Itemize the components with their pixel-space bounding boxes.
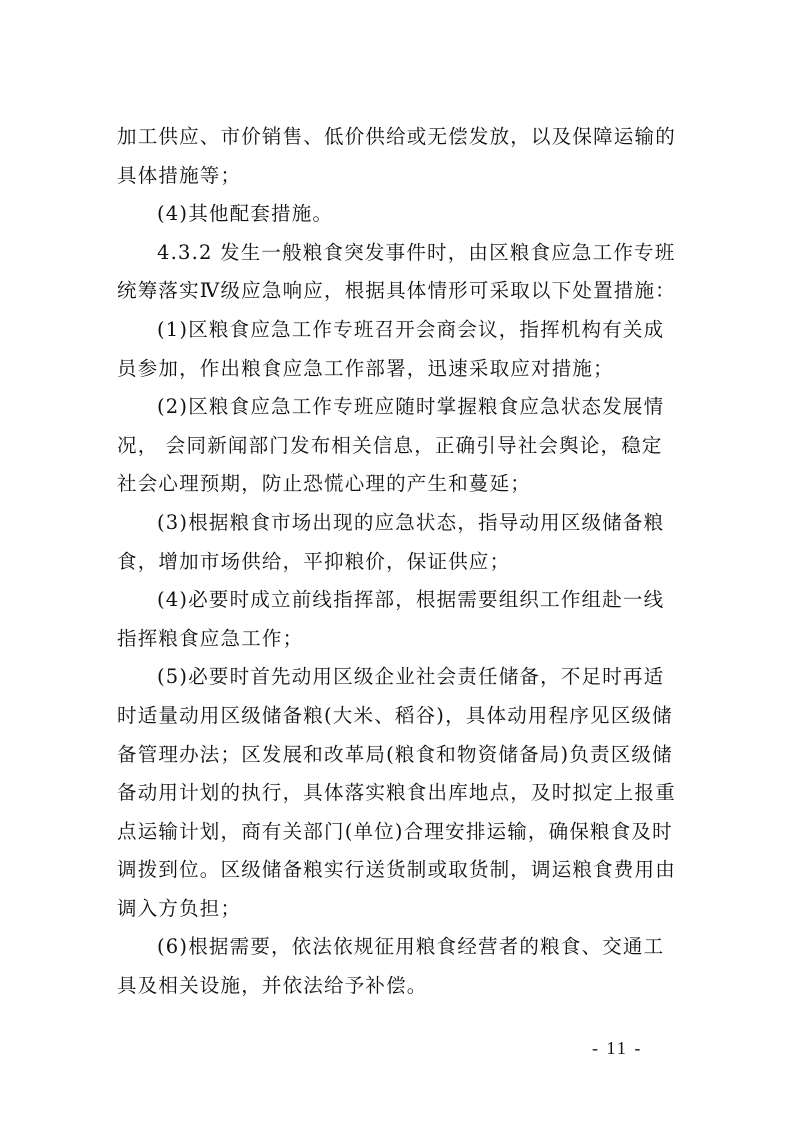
- text-line: 统筹落实Ⅳ级应急响应，根据具体情形可采取以下处置措施：: [117, 279, 676, 303]
- text-line: 备管理办法；区发展和改革局(粮食和物资储备局)负责区级储: [117, 742, 673, 766]
- text-line: 具及相关设施，并依法给予补偿。: [117, 974, 428, 998]
- text-line: 备动用计划的执行，具体落实粮食出库地点，及时拟定上报重: [117, 781, 676, 805]
- text-line: 点运输计划，商有关部门(单位)合理安排运输，确保粮食及时: [117, 819, 673, 843]
- text-line: 时适量动用区级储备粮(大米、稻谷)，具体动用程序见区级储: [117, 703, 673, 727]
- text-line: (6)根据需要，依法依规征用粮食经营者的粮食、交通工: [157, 935, 665, 959]
- text-line: 加工供应、市价销售、低价供给或无偿发放，以及保障运输的: [117, 125, 676, 148]
- section-heading-line: 4.3.2 发生一般粮食突发事件时，由区粮食应急工作专班: [157, 240, 676, 264]
- document-body: [117, 118, 682, 1006]
- text-line: 况， 会同新闻部门发布相关信息，正确引导社会舆论，稳定: [117, 433, 663, 457]
- text-line: (4)其他配套措施。: [157, 202, 334, 226]
- text-line: 调拨到位。区级储备粮实行送货制或取货制，调运粮食费用由: [117, 858, 676, 882]
- text-line: (5)必要时首先动用区级企业社会责任储备，不足时再适: [157, 665, 665, 689]
- text-line: 食，增加市场供给，平抑粮价，保证供应；: [117, 549, 511, 573]
- text-line: (3)根据粮食市场出现的应急状态，指导动用区级储备粮: [157, 510, 665, 534]
- text-line: 具体措施等；: [117, 163, 242, 187]
- page-number: - 11 -: [592, 1038, 643, 1058]
- text-line: (1)区粮食应急工作专班召开会商会议，指挥机构有关成: [157, 317, 665, 341]
- text-line: (4)必要时成立前线指挥部，根据需要组织工作组赴一线: [157, 588, 665, 612]
- text-line: 指挥粮食应急工作；: [117, 626, 304, 650]
- text-line: (2)区粮食应急工作专班应随时掌握粮食应急状态发展情: [157, 395, 665, 419]
- text-line: 调入方负担；: [117, 896, 242, 920]
- text-line: 社会心理预期，防止恐慌心理的产生和蔓延；: [117, 472, 532, 496]
- text-line: 员参加，作出粮食应急工作部署，迅速采取应对措施；: [117, 356, 614, 380]
